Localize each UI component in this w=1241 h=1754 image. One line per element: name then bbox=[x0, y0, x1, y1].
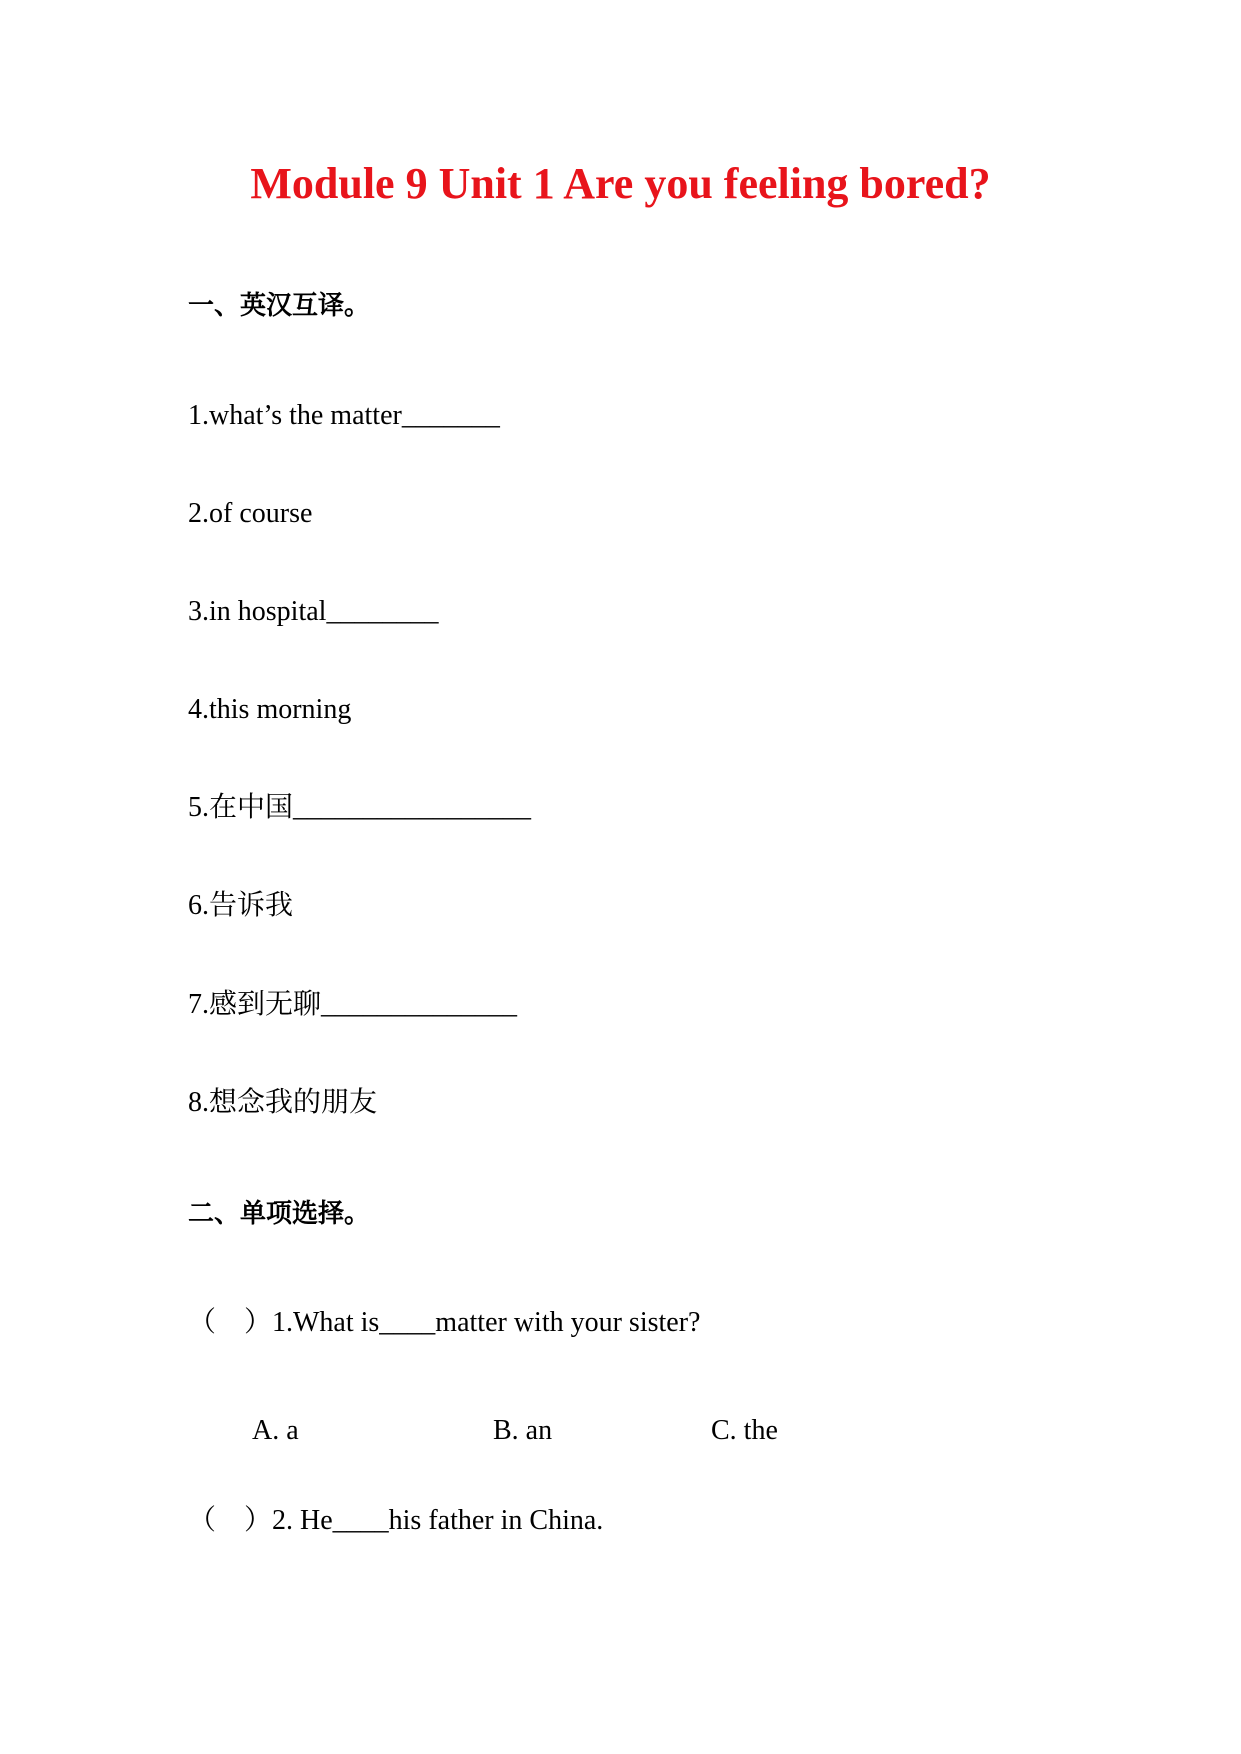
question-2: （ ）2. He____his father in China. bbox=[188, 1505, 604, 1536]
translation-item-6: 6.告诉我 bbox=[188, 890, 294, 921]
translation-item-4: 4.this morning bbox=[188, 694, 352, 725]
question-1-options bbox=[0, 1412, 1241, 1452]
translation-item-7: 7.感到无聊______________ bbox=[188, 989, 518, 1020]
translation-item-2: 2.of course bbox=[188, 498, 313, 529]
question-1: （ ）1.What is____matter with your sister? bbox=[188, 1307, 701, 1338]
option-c: C. the bbox=[711, 1415, 778, 1446]
translation-item-1: 1.what’s the matter_______ bbox=[188, 400, 500, 431]
translation-item-8: 8.想念我的朋友 bbox=[188, 1087, 378, 1118]
translation-item-3: 3.in hospital________ bbox=[188, 596, 439, 627]
option-b: B. an bbox=[493, 1415, 553, 1446]
translation-item-5: 5.在中国_________________ bbox=[188, 792, 532, 823]
page-title: Module 9 Unit 1 Are you feeling bored? bbox=[250, 159, 991, 208]
section-heading-multiple-choice: 二、单项选择。 bbox=[188, 1199, 371, 1229]
option-a: A. a bbox=[252, 1415, 299, 1446]
section-heading-translation: 一、英汉互译。 bbox=[188, 291, 371, 321]
